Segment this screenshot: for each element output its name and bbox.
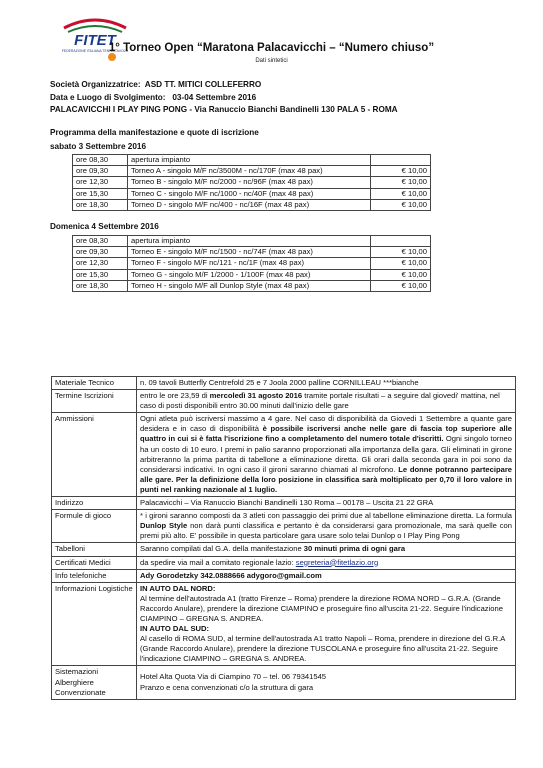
date-label: Data e Luogo di Svolgimento: (50, 93, 166, 102)
termine-text-1: entro le ore 23,59 di (140, 391, 210, 401)
formule-text-1: * i gironi saranno composti da 3 atleti con passaggio dei primi due al tabellone eliminazione diretta. La formula (140, 511, 512, 521)
sistemazioni-hotel: Hotel Alta Quota Via di Ciampino 70 – tel. 06 79341545 (140, 672, 327, 682)
termine-label: Termine Iscrizioni (52, 390, 137, 413)
schedule-price: € 10,00 (371, 177, 431, 188)
materiale-value: n. 09 tavoli Butterfly Centrefold 25 e 7 Joola 2000 palline CORNILLEAU ***bianche (137, 377, 516, 390)
formule-text-2: Dunlop Style (140, 521, 188, 531)
schedule-desc: Torneo H - singolo M/F all Dunlop Style (max 48 pax) (128, 280, 371, 291)
table-row (52, 556, 516, 569)
schedule-desc: Torneo B - singolo M/F nc/2000 - nc/96F (max 48 pax) (128, 177, 371, 188)
ammissioni-text-3: Ogni singolo torneo ha un costo di 10 euro. I premi in palio saranno proporzionati alla importanza della gara. Gli eliminati in girone arbitreranno la prima partita di tabellone a eliminazione diretta. Gli orari dalla seconda gara in poi sono da considerarsi indicativi. In ogni caso il gironi saranno chiamati al microfono. (140, 434, 512, 474)
schedule-time: ore 08,30 (73, 155, 128, 166)
sistemazioni-label: Sistemazioni Alberghiere Convenzionate (52, 666, 137, 699)
email-link[interactable]: segreteria@fitetlazio.org (295, 557, 379, 567)
schedule-price (371, 155, 431, 166)
schedule-row (73, 269, 431, 280)
tabelloni-label: Tabelloni (52, 543, 137, 556)
schedule-price: € 10,00 (371, 247, 431, 258)
day1-title: sabato 3 Settembre 2016 (50, 142, 147, 151)
info-value (137, 569, 516, 582)
schedule-time: ore 15,30 (73, 188, 128, 199)
table-row (52, 666, 516, 699)
logistica-label: Informazioni Logistiche (52, 582, 137, 666)
info-label: Info telefoniche (52, 569, 137, 582)
schedule-row (73, 188, 431, 199)
day2-title: Domenica 4 Settembre 2016 (50, 222, 159, 231)
sistemazioni-value (137, 666, 516, 699)
schedule-time: ore 12,30 (73, 258, 128, 269)
day2-schedule-table (72, 235, 431, 292)
schedule-desc: Torneo D - singolo M/F nc/400 - nc/16F (max 48 pax) (128, 199, 371, 210)
schedule-time: ore 18,30 (73, 199, 128, 210)
termine-value (137, 390, 516, 413)
page-subtitle: Dati sintetici (255, 58, 288, 64)
table-row (52, 390, 516, 413)
table-row (52, 510, 516, 543)
termine-text-2: tramite portale risultati – a seguire dal giovedi' mattina, nel caso di posti disponibili entro 30.00 minuti dall'inizio delle gare (140, 391, 500, 411)
program-title: Programma della manifestazione e quote di iscrizione (50, 128, 259, 137)
ammissioni-value (137, 413, 516, 497)
sud-text: Al casello di ROMA SUD, al termine dell'autostrada A1 tratto Napoli – Roma, prendere in direzione del G.R.A (Grande Raccordo Anulare), prendere la direzione TUSCOLANA e proseguire fino all'uscita 21-22. Seguire l'indicazione CIAMPINO – GREGNA S. ANDREA. (140, 634, 505, 664)
schedule-desc: Torneo F - singolo M/F nc/121 - nc/1F (max 48 pax) (128, 258, 371, 269)
schedule-price: € 10,00 (371, 166, 431, 177)
schedule-row (73, 155, 431, 166)
schedule-desc: Torneo A - singolo M/F nc/3500M - nc/170F (max 48 pax) (128, 166, 371, 177)
schedule-time: ore 08,30 (73, 236, 128, 247)
ammissioni-text-1: Ogni atleta può iscriversi massimo a 4 gare. Nel caso di disponibilità da Giovedi 1 Settembre a quante gare desidera e in caso di disponibilità (140, 414, 512, 434)
schedule-row (73, 280, 431, 291)
schedule-row (73, 166, 431, 177)
schedule-desc: Torneo E - singolo M/F nc/1500 - nc/74F (max 48 pax) (128, 247, 371, 258)
indirizzo-label: Indirizzo (52, 497, 137, 510)
formule-value (137, 510, 516, 543)
certificati-text: da spedire via mail a comitato regionale lazio: (140, 557, 296, 567)
ammissioni-label: Ammissioni (52, 413, 137, 497)
page-title: 1° Torneo Open “Maratona Palacavicchi – “Numero chiuso” (108, 42, 435, 54)
schedule-row (73, 199, 431, 210)
schedule-desc: Torneo G - singolo M/F 1/2000 - 1/100F (max 48 pax) (128, 269, 371, 280)
ammissioni-text-2: è possibile iscriversi anche nelle gare di fascia top superiore alle quattro in cui si è fatta l'iscrizione fino a completamento del numero totale d'iscritti. (140, 424, 512, 444)
table-row (52, 543, 516, 556)
logistica-value (137, 582, 516, 666)
ammissioni-text-4: Le donne potranno partecipare alle gare. Per la definizione della loro posizione in classifica sarà moltiplicato per 0,70 il loro valore in punti nel ranking nazionale al 1 luglio. (140, 464, 513, 494)
schedule-price: € 10,00 (371, 258, 431, 269)
tabelloni-text-2: 30 minuti prima di ogni gara (303, 544, 406, 554)
certificati-label: Certificati Medici (52, 556, 137, 569)
formule-text-3: non darà punti classifica e pertanto è da considerarsi gara promozionale, ma sarà quelle con premi più alto. E' possibile in questa particolare gara usare solo telai Dunlop o I Play Ping Pong (140, 521, 512, 541)
formule-label: Formule di gioco (52, 510, 137, 543)
tabelloni-value (137, 543, 516, 556)
schedule-price (371, 236, 431, 247)
details-table (51, 376, 516, 700)
schedule-row (73, 177, 431, 188)
certificati-value (137, 556, 516, 569)
schedule-row (73, 236, 431, 247)
schedule-price: € 10,00 (371, 199, 431, 210)
schedule-time: ore 09,30 (73, 247, 128, 258)
schedule-row (73, 247, 431, 258)
sistemazioni-meals: Pranzo e cena convenzionati c/o la struttura di gara (140, 682, 314, 692)
nord-text: Al termine dell'autostrada A1 (tratto Firenze – Roma) prendere la direzione ROMA NORD – G.R.A. (Grande Raccordo Anulare), prendere la direzione CIAMPINO e proseguire fino all'uscita 21-22. Seguire l'indicazione CIAMPINO – GREGNA S. ANDREA. (140, 593, 503, 623)
venue-line: PALACAVICCHI I PLAY PING PONG - Via Ranuccio Bianchi Bandinelli 130 PALA 5 - ROMA (50, 105, 398, 114)
schedule-row (73, 258, 431, 269)
schedule-price: € 10,00 (371, 269, 431, 280)
svg-text:FITET: FITET (74, 32, 116, 49)
svg-text:FEDERAZIONE ITALIANA TENNISTAV: FEDERAZIONE ITALIANA TENNISTAVOLO (61, 49, 129, 53)
indirizzo-value: Palacavicchi – Via Ranuccio Bianchi Bandinelli 130 Roma – 00178 – Uscita 21 22 GRA (137, 497, 516, 510)
nord-title: IN AUTO DAL NORD: (140, 583, 216, 593)
organizer-line (50, 80, 261, 89)
table-row (52, 497, 516, 510)
termine-date: mercoledì 31 agosto 2016 (209, 391, 303, 401)
schedule-time: ore 09,30 (73, 166, 128, 177)
schedule-price: € 10,00 (371, 188, 431, 199)
schedule-desc: Torneo C - singolo M/F nc/1000 - nc/40F (max 48 pax) (128, 188, 371, 199)
schedule-price: € 10,00 (371, 280, 431, 291)
schedule-time: ore 15,30 (73, 269, 128, 280)
date-value: 03-04 Settembre 2016 (172, 93, 257, 102)
schedule-desc: apertura impianto (128, 236, 371, 247)
table-row (52, 569, 516, 582)
table-row (52, 582, 516, 666)
day1-schedule-table (72, 154, 431, 211)
organizer-value: ASD TT. MITICI COLLEFERRO (144, 80, 262, 89)
schedule-time: ore 12,30 (73, 177, 128, 188)
info-contact: Ady Gorodetzky 342.0888666 adygoro@gmail.com (140, 570, 322, 580)
sud-title: IN AUTO DAL SUD: (140, 624, 210, 634)
organizer-label: Società Organizzatrice: (50, 80, 141, 89)
schedule-desc: apertura impianto (128, 155, 371, 166)
materiale-label: Materiale Tecnico (52, 377, 137, 390)
table-row (52, 413, 516, 497)
tabelloni-text-1: Saranno compilati dal G.A. della manifestazione (140, 544, 304, 554)
date-line (50, 93, 256, 102)
schedule-time: ore 18,30 (73, 280, 128, 291)
table-row (52, 377, 516, 390)
